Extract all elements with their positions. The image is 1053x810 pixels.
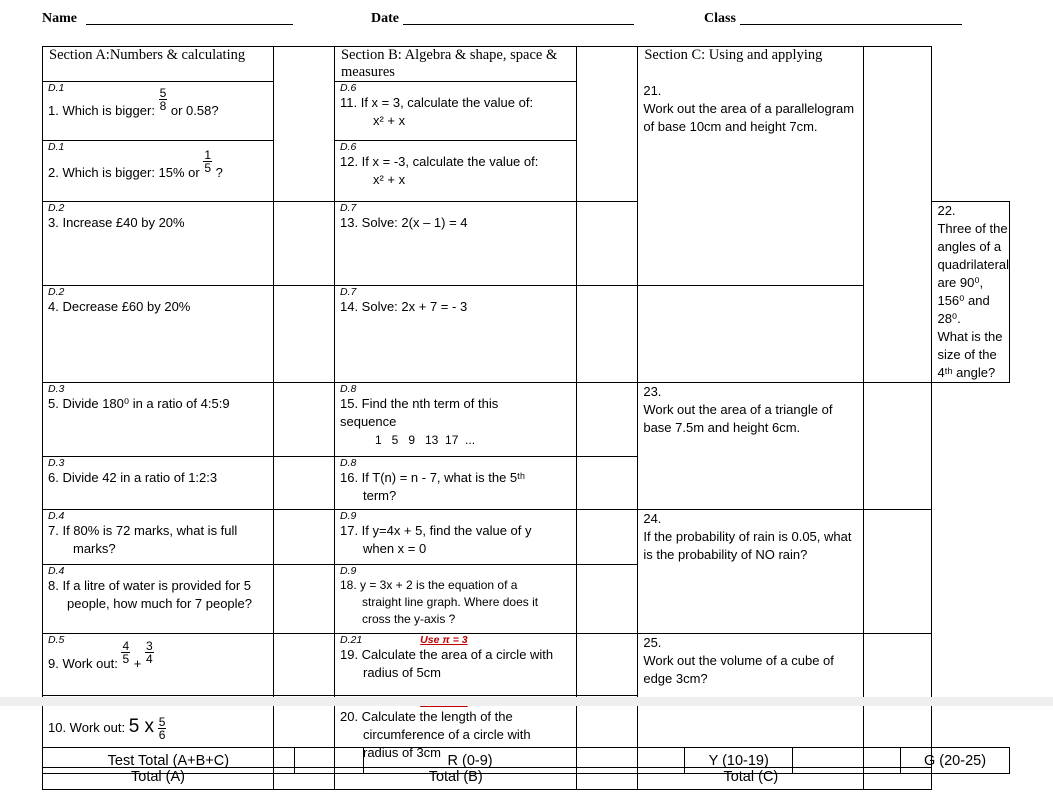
question-23: 23. Work out the area of a triangle of base 7.5m and height 6cm. [638,383,864,510]
mark-box[interactable] [274,634,335,696]
class-field[interactable] [740,24,962,25]
mark-box[interactable] [274,510,335,565]
question-22: 22. Three of the angles of a quadrilateral are 90⁰, 156⁰ and 28⁰. What is the size of the 4ᵗʰ angle? [932,202,1010,383]
grade-r-box[interactable] [577,748,685,774]
section-b-header: Section B: Algebra & shape, space & measures [334,47,576,82]
question-4: D.2 4. Decrease £60 by 20% [43,286,274,383]
section-c-header: Section C: Using and applying [638,47,864,82]
mark-box[interactable] [274,383,335,457]
question-10: 10. Work out: 5 x $\frac{5}{6}$ [43,696,274,768]
page-divider [0,697,1053,706]
mark-box[interactable] [577,202,638,286]
question-3: D.2 3. Increase £40 by 20% [43,202,274,286]
question-6: D.3 6. Divide 42 in a ratio of 1:2:3 [43,457,274,510]
mark-box[interactable] [577,286,638,383]
total-c-label: Total (C) [638,768,864,790]
question-19: D.21 Use π = 3 19. Calculate the area of a circle with radius of 5cm [334,634,576,696]
question-7: D.4 7. If 80% is 72 marks, what is full marks? [43,510,274,565]
question-8: D.4 8. If a litre of water is provided for 5 people, how much for 7 people? [43,565,274,634]
question-14: D.7 14. Solve: 2x + 7 = - 3 [334,286,576,383]
class-label: Class [704,11,736,26]
section-a-header: Section A:Numbers & calculating [43,47,274,82]
mark-box[interactable] [577,634,638,696]
question-13: D.7 13. Solve: 2(x – 1) = 4 [334,202,576,286]
mark-box[interactable] [864,383,932,510]
question-18: D.9 18. y = 3x + 2 is the equation of a straight line graph. Where does it cross the y-axis ? [334,565,576,634]
grade-y-box[interactable] [793,748,901,774]
question-15: D.8 15. Find the nth term of this sequence 1 5 9 13 17 ... [334,383,576,457]
mark-box[interactable] [274,202,335,286]
name-label: Name [42,11,77,26]
pi-note: Use π = 3 [420,634,468,646]
mark-box[interactable] [274,565,335,634]
question-17: D.9 17. If y=4x + 5, find the value of y when x = 0 [334,510,576,565]
mark-box[interactable] [577,510,638,565]
summary-table [42,747,1010,774]
total-a-label: Total (A) [43,768,274,790]
mark-box[interactable] [274,457,335,510]
mark-box[interactable] [577,565,638,634]
question-21: 21. Work out the area of a parallelogram of base 10cm and height 7cm. [638,82,864,286]
mark-box[interactable] [577,47,638,202]
question-2: D.1 2. Which is bigger: 15% or $\frac{1}{5}$ ? [43,141,274,202]
mark-box[interactable] [577,457,638,510]
question-12: D.6 12. If x = -3, calculate the value of: x² + x [334,141,576,202]
test-total-label: Test Total (A+B+C) [43,748,295,774]
question-20: 20. Calculate the length of the circumference of a circle with radius of 3cm [334,696,576,768]
questions-table [42,46,1010,790]
mark-box[interactable] [274,286,335,383]
test-total-box[interactable] [294,748,363,774]
grade-r: R (0-9) [363,748,577,774]
question-1: D.1 1. Which is bigger: $\frac{5}{8}$ or 0.58? [43,82,274,141]
date-label: Date [371,11,399,26]
question-5: D.3 5. Divide 180⁰ in a ratio of 4:5:9 [43,383,274,457]
question-11: D.6 11. If x = 3, calculate the value of: x² + x [334,82,576,141]
date-field[interactable] [403,24,634,25]
question-25: 25. Work out the volume of a cube of edge 3cm? [638,634,864,768]
mark-box[interactable] [274,47,335,202]
grade-g: G (20-25) [901,748,1010,774]
mark-box[interactable] [864,510,932,634]
question-9: D.5 9. Work out: $\frac{4}{5}$ + $\frac{3}{4}$ [43,634,274,696]
question-24: 24. If the probability of rain is 0.05, what is the probability of NO rain? [638,510,864,634]
mark-box[interactable] [864,47,932,383]
question-16: D.8 16. If T(n) = n - 7, what is the 5ᵗʰ term? [334,457,576,510]
name-field[interactable] [86,24,293,25]
grade-y: Y (10-19) [685,748,793,774]
total-b-label: Total (B) [334,768,576,790]
mark-box[interactable] [577,383,638,457]
